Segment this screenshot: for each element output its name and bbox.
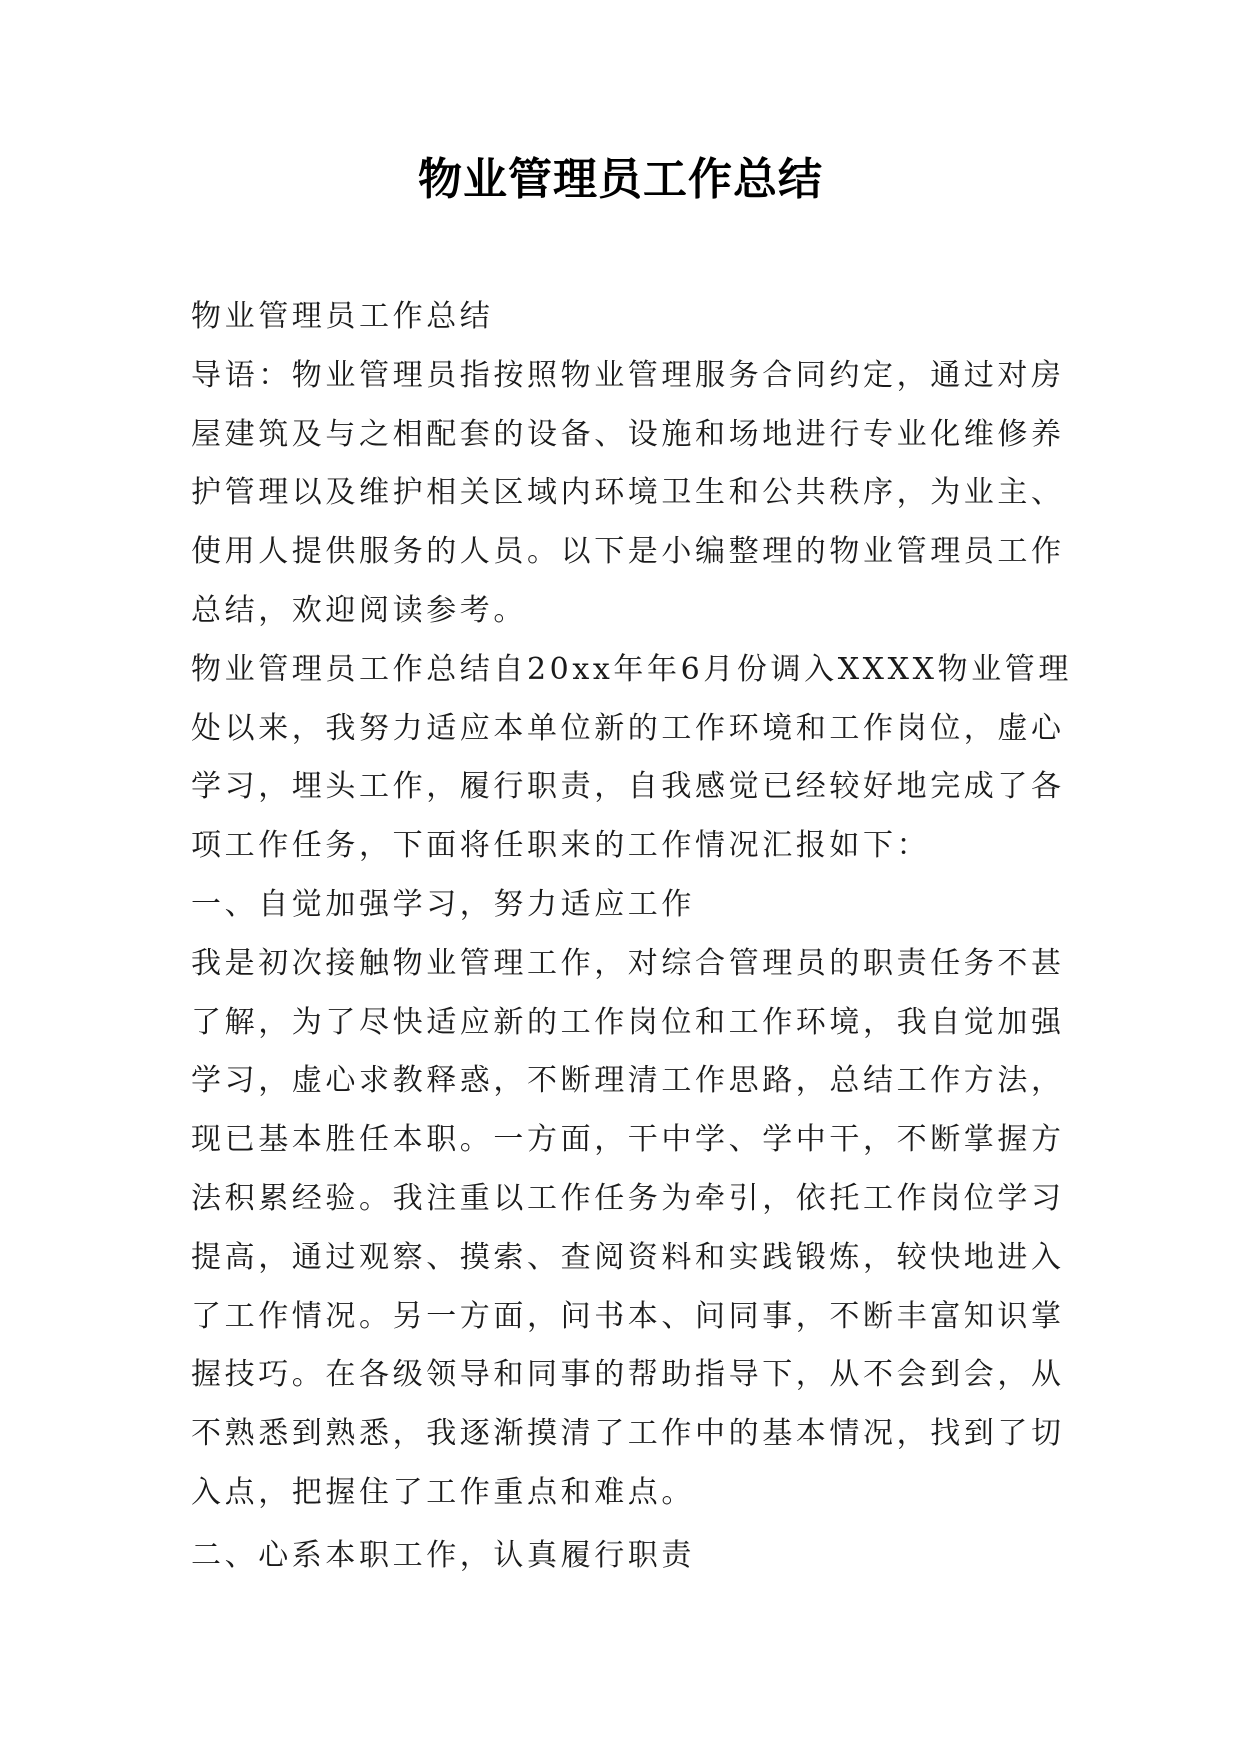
text-line: 导语：物业管理员指按照物业管理服务合同约定，通过对房 <box>191 357 1065 393</box>
text-line: 屋建筑及与之相配套的设备、设施和场地进行专业化维修养 <box>191 416 1065 452</box>
text-line: 我是初次接触物业管理工作，对综合管理员的职责任务不甚 <box>191 945 1065 981</box>
document-title: 物业管理员工作总结 <box>418 154 823 205</box>
text-line: 学习，埋头工作，履行职责，自我感觉已经较好地完成了各 <box>191 769 1065 805</box>
text-line: 物业管理员工作总结自20xx年年6月份调入XXXX物业管理 <box>191 651 1072 687</box>
text-line: 了工作情况。另一方面，问书本、问同事，不断丰富知识掌 <box>191 1298 1065 1334</box>
text-line: 使用人提供服务的人员。以下是小编整理的物业管理员工作 <box>191 534 1065 570</box>
section-heading: 二、心系本职工作，认真履行职责 <box>191 1537 695 1573</box>
text-line: 项工作任务，下面将任职来的工作情况汇报如下： <box>191 828 931 864</box>
section-heading: 一、自觉加强学习，努力适应工作 <box>191 886 695 922</box>
text-line: 现已基本胜任本职。一方面，干中学、学中干，不断掌握方 <box>191 1122 1065 1158</box>
text-line: 总结，欢迎阅读参考。 <box>191 592 527 628</box>
text-line: 不熟悉到熟悉，我逐渐摸清了工作中的基本情况，找到了切 <box>191 1416 1065 1452</box>
text-line: 握技巧。在各级领导和同事的帮助指导下，从不会到会，从 <box>191 1357 1065 1393</box>
document-body <box>191 288 1091 1586</box>
text-line: 学习，虚心求教释惑，不断理清工作思路，总结工作方法， <box>191 1063 1065 1099</box>
text-line: 处以来，我努力适应本单位新的工作环境和工作岗位，虚心 <box>191 710 1065 746</box>
text-line: 物业管理员工作总结 <box>191 299 494 334</box>
text-line: 了解，为了尽快适应新的工作岗位和工作环境，我自觉加强 <box>191 1004 1065 1040</box>
text-line: 入点，把握住了工作重点和难点。 <box>191 1474 695 1510</box>
text-line: 法积累经验。我注重以工作任务为牵引，依托工作岗位学习 <box>191 1180 1065 1216</box>
text-line: 护管理以及维护相关区域内环境卫生和公共秩序，为业主、 <box>191 475 1065 511</box>
text-line: 提高，通过观察、摸索、查阅资料和实践锻炼，较快地进入 <box>191 1239 1065 1275</box>
